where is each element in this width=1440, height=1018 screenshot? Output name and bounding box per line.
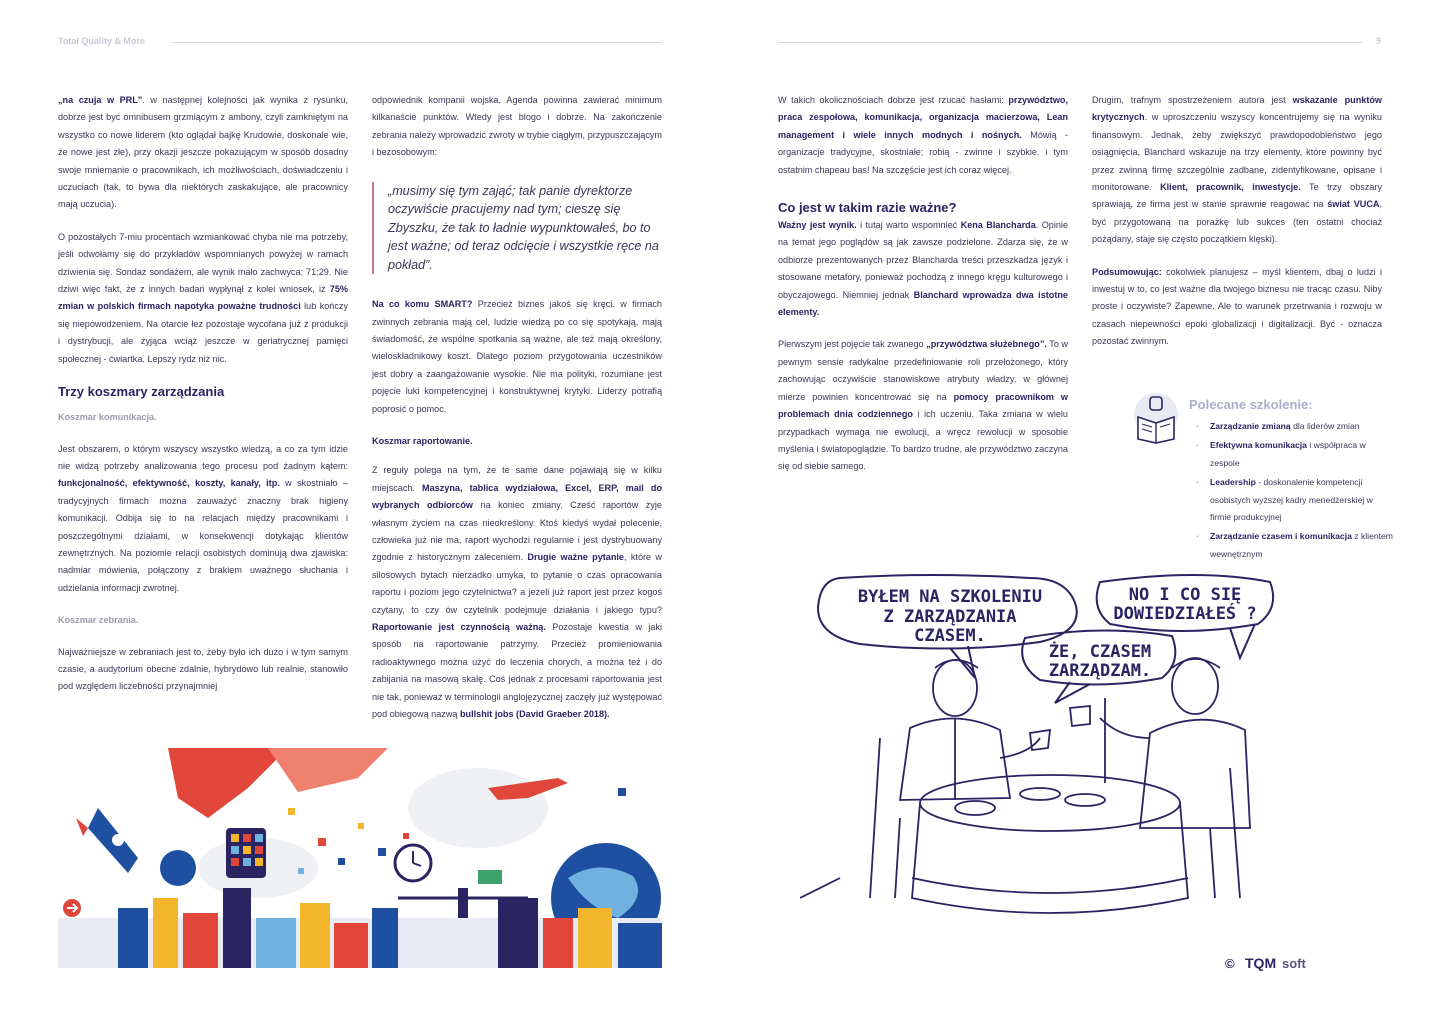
recommended-item[interactable]: • Zarządzanie czasem i komunikacja z klientem wewnętrznym [1196, 528, 1396, 563]
paragraph: Najważniejsze w zebraniach jest to, żeby było ich dużo i w tym samym czasie, a audytorium obecne zdalnie, hybrydowo lub realnie, stanowiło pod względem liczebności przynajmniej [58, 646, 348, 692]
recommended-item[interactable]: • Zarządzanie zmianą dla liderów zmian [1196, 418, 1396, 435]
paragraph: Podsumowując: cokolwiek planujesz – myśl klientem, dbaj o ludzi i inwestuj w to, co jest ważne dla twojego biznesu nie tracąc czasu. Niby proste i oczywiste? Zapewne. Ale to warunek przetrwania i rozwoju w czasach niepewności epoki globalizacji i digitalizacji. Być - oznacza pozostać zwinnym. [1092, 266, 1382, 347]
subsection-heading: Koszmar komunikacja. [58, 412, 157, 423]
bubble-3-line-2: ZARZĄDZAM. [1048, 661, 1152, 681]
cartoon-illustration [800, 568, 1360, 980]
recommended-item[interactable]: • Leadership - doskonalenie kompetencji osobistych wyższej kadry menedżerskiej w firmie produkcyjnej [1196, 474, 1396, 526]
recommended-item[interactable]: • Efektywna komunikacja i współpraca w zespole [1196, 437, 1396, 472]
recommended-title: Polecane szkolenie: [1189, 397, 1313, 412]
header-rule-right [778, 42, 1362, 43]
column-3 [778, 92, 1068, 491]
cup-right-icon [1070, 706, 1090, 726]
bubble-3-line-1: ŻE, CZASEM [1048, 642, 1152, 662]
section-heading: Co jest w takim razie ważne? [778, 200, 957, 216]
paragraph: Ważny jest wynik. i tutaj warto wspomnieć Kena Blancharda. Opinie na temat jego poglądów są jak zawsze podzielone. Zdarza się, że w odbiorze prezentowanych przez Blancharda treści przeszkadza język i stosowane metafory, ponieważ pochodzą z innego kręgu kulturowego i obyczajowego. Niemniej jednak Blanchard wprowadza dwa istotne elementy. [778, 220, 1069, 318]
bubble-2-line-1: NO I CO SIĘ [1128, 585, 1242, 605]
column-2 [372, 92, 662, 738]
cup-left-icon [1030, 730, 1050, 750]
column-4 [1092, 92, 1382, 366]
recommended-list [1196, 418, 1396, 565]
subsection-heading: Koszmar raportowanie. [372, 435, 473, 446]
sugar-bowl-icon [955, 801, 995, 815]
paragraph: Drugim, trafnym spostrzeżeniem autora jest wskazanie punktów krytycznych. w uproszczeniu wszyscy koncentrujemy się na wyniku finansowym. Jednak, żeby zwiększyć prawdopodobieństwo jego osiągnięcia, Blanchard wskazuje na trzy elementy, które powinny być przez zwinną firmę szczególnie zadbane, zidentyfikowane, opisane i monitorowane. Klient, pracownik, inwestycje. Te trzy obszary sprawiają, że firma jest w stanie sprawnie reagować na świat VUCA, być przygotowaną na porażkę lub sukces (ten ostatni chociaż pożądany, staje się często początkiem klęski). [1092, 95, 1382, 245]
globe-icon [160, 850, 196, 886]
paragraph: Na co komu SMART? Przecież biznes jakoś się kręci. w firmach zwinnych zebrania mają cel, ludzie wiedzą po co się spotykają, mają świadomość, że wspólne spotkania są ważne, ale też mają określony, wieloskładnikowy koszt. Dlatego poziom przygotowania uczestników jest dobry a zaangażowanie wysokie. Nie ma polityki, rozumiane jest pojęcie luki kompetencyjnej i konstruktywnej krytyki. Liderzy potrafią poprosić o pomoc. [372, 299, 662, 414]
pull-quote: „musimy się tym zająć; tak panie dyrektorze oczywiście pracujemy nad tym; cieszę się Zbyszku, że tak to ładnie wypunktowałeś, bo to jest ważne; od teraz odcięcie i wszystkie ręce na pokład”. [372, 182, 662, 275]
section-heading: Trzy koszmary zarządzania [58, 384, 225, 400]
bubble-1-line-2: Z ZARZĄDZANIA [883, 607, 1017, 627]
bubble-1-line-1: BYŁEM NA SZKOLENIU [857, 587, 1043, 607]
running-title: Total Quality & More [58, 36, 145, 46]
page-number: 9 [1376, 36, 1382, 46]
reader-icon [1132, 393, 1180, 445]
paragraph: W takich okolicznościach dobrze jest rzucać hasłami: przywództwo, praca zespołowa, komunikacja, organizacja macierzowa, Lean management i wiele innych modnych i nośnych. Mówią - organizacje tradycyjne, skostniałe; robią - zwinne i szybkie. i tym ostatnim chapeau bas! Na szczęście jest ich coraz więcej. [778, 95, 1068, 175]
stopwatch-icon [395, 845, 431, 881]
copyright-mark: © [1225, 956, 1235, 971]
subsection-heading: Koszmar zebrania. [58, 615, 139, 626]
business-illustration [58, 748, 662, 968]
brand-logo-light: soft [1282, 956, 1306, 971]
cartoon-scene [800, 658, 1250, 913]
paragraph: Pierwszym jest pojęcie tak zwanego „przywództwa służebnego”. To w pewnym sensie radykalne przedefiniowanie roli przełożonego, który zachowując oczywiście stanowiskowe atrybuty władzy, w głównej mierze powinien koncentrować się na pomocy pracownikom w problemach dnia codziennego i ich uczeniu. Taka zmiana w wielu przypadkach wymaga nie ewolucji, a wręcz rewolucji w sposobie myślenia i światopoglądzie. To bardzo trudne, ale przywództwo zaczyna się od siebie samego. [778, 339, 1068, 472]
paragraph: odpowiednik kompanii wojska. Agenda powinna zawierać minimum kilkanaście punktów. Wtedy jest blogo i dobrze. Na zakończenie zebrania należy wprowadzić zwroty w trybie ciągłym, przypuszczającym i bezosobowym: [372, 95, 662, 158]
brand-logo-bold: TQM [1245, 955, 1277, 971]
paragraph: „na czuja w PRL”. w następnej kolejności jak wynika z rysunku, dobrze jest być omnibusem grzmiącym z ambony, czyli zamkniętym na wszystko co nowe liderem (kto oglądał bajkę Krudowie, doskonale wie, że nowe jest złe), przy okazji jeszcze pokazującym w sposób dosadny swoje mniemanie o pracownikach, ich możliwościach, doświadczeniu i uczuciach (tak, to bywa dla niektórych zaskakujące, ale pracownicy mają uczucia). [58, 95, 348, 210]
header-rule-left [172, 42, 662, 43]
paragraph: O pozostałych 7-miu procentach wzmiankować chyba nie ma potrzeby, jeśli odwołamy się do przykładów wspomnianych powyżej w ramach dziwienia się. Sondaż sondażem, ale wynik mało zachwyca: 71:29. Nie dziwi więc fakt, że z innych badań wypłynął z kolei wniosek, iż 75% zmian w polskich firmach napotyka poważne trudności lub kończy się niepowodzeniem. Na otarcie łez pozostaje wycofana już z produkcji i dystrybucji, ale żyjąca wciąż jeszcze w geriatrycznej pamięci społecznej - ćwiartka. Lepszy rydz niż nic. [58, 231, 348, 364]
bubble-1-line-3: CZASEM. [914, 626, 986, 646]
bubble-2-line-2: DOWIEDZIAŁEŚ ? [1113, 604, 1257, 624]
paragraph: Z reguły polega na tym, że te same dane pojawiają się w kilku miejscach. Maszyna, tablica wydziałowa, Excel, ERP, mail do wybranych odbiorców na koniec zmiany. Cześć raportów żyje własnym życiem na czas nieokreślony. Ktoś kiedyś wydał polecenie, człowieka już nie ma, raport wychodzi regularnie i jest dystrybuowany zgodnie z historycznym zaleceniem. Drugie ważne pytanie, które w silosowych bytach nierzadko umyka, to pytanie o czas opracowania raportu i poziom jego czytelnictwa? a jeżeli już raport jest przez kogoś czytany, to czy ów czytelnik podejmuje działania i jakiego typu? Raportowanie jest czynnością ważną. Pozostaje kwestia w jaki sposób na raportowanie patrzymy. Przecież promieniowania radioaktywnego można użyć do leczenia chorych, a można też i do zabijania na masową skalę. Coś jednak z procesami raportowania jest nie tak, ponieważ w terminologii anglojęzycznej zaczęły już występować pod obiegową nazwą bullshit jobs (David Graeber 2018). [372, 465, 663, 720]
column-1 [58, 92, 348, 711]
paragraph: Jest obszarem, o którym wszyscy wszystko wiedzą, a co za tym idzie nie widzą potrzeby analizowania tego procesu pod żadnym kątem: funkcjonalność, efektywność, koszty, kanały, itp. w skostniało – tradycyjnych firmach można zauważyć znaczny brak higieny komunikacji. Odbija się to na relacjach między pracownikami i poszczególnymi działami, w konsekwencji dotykając klientów zewnętrznych. Na poziomie relacji osobistych dominują dwa zjawiska: nadmiar mówienia, połączony z brakiem uważnego słuchania i udzielania informacji zwrotnej. [58, 443, 348, 593]
